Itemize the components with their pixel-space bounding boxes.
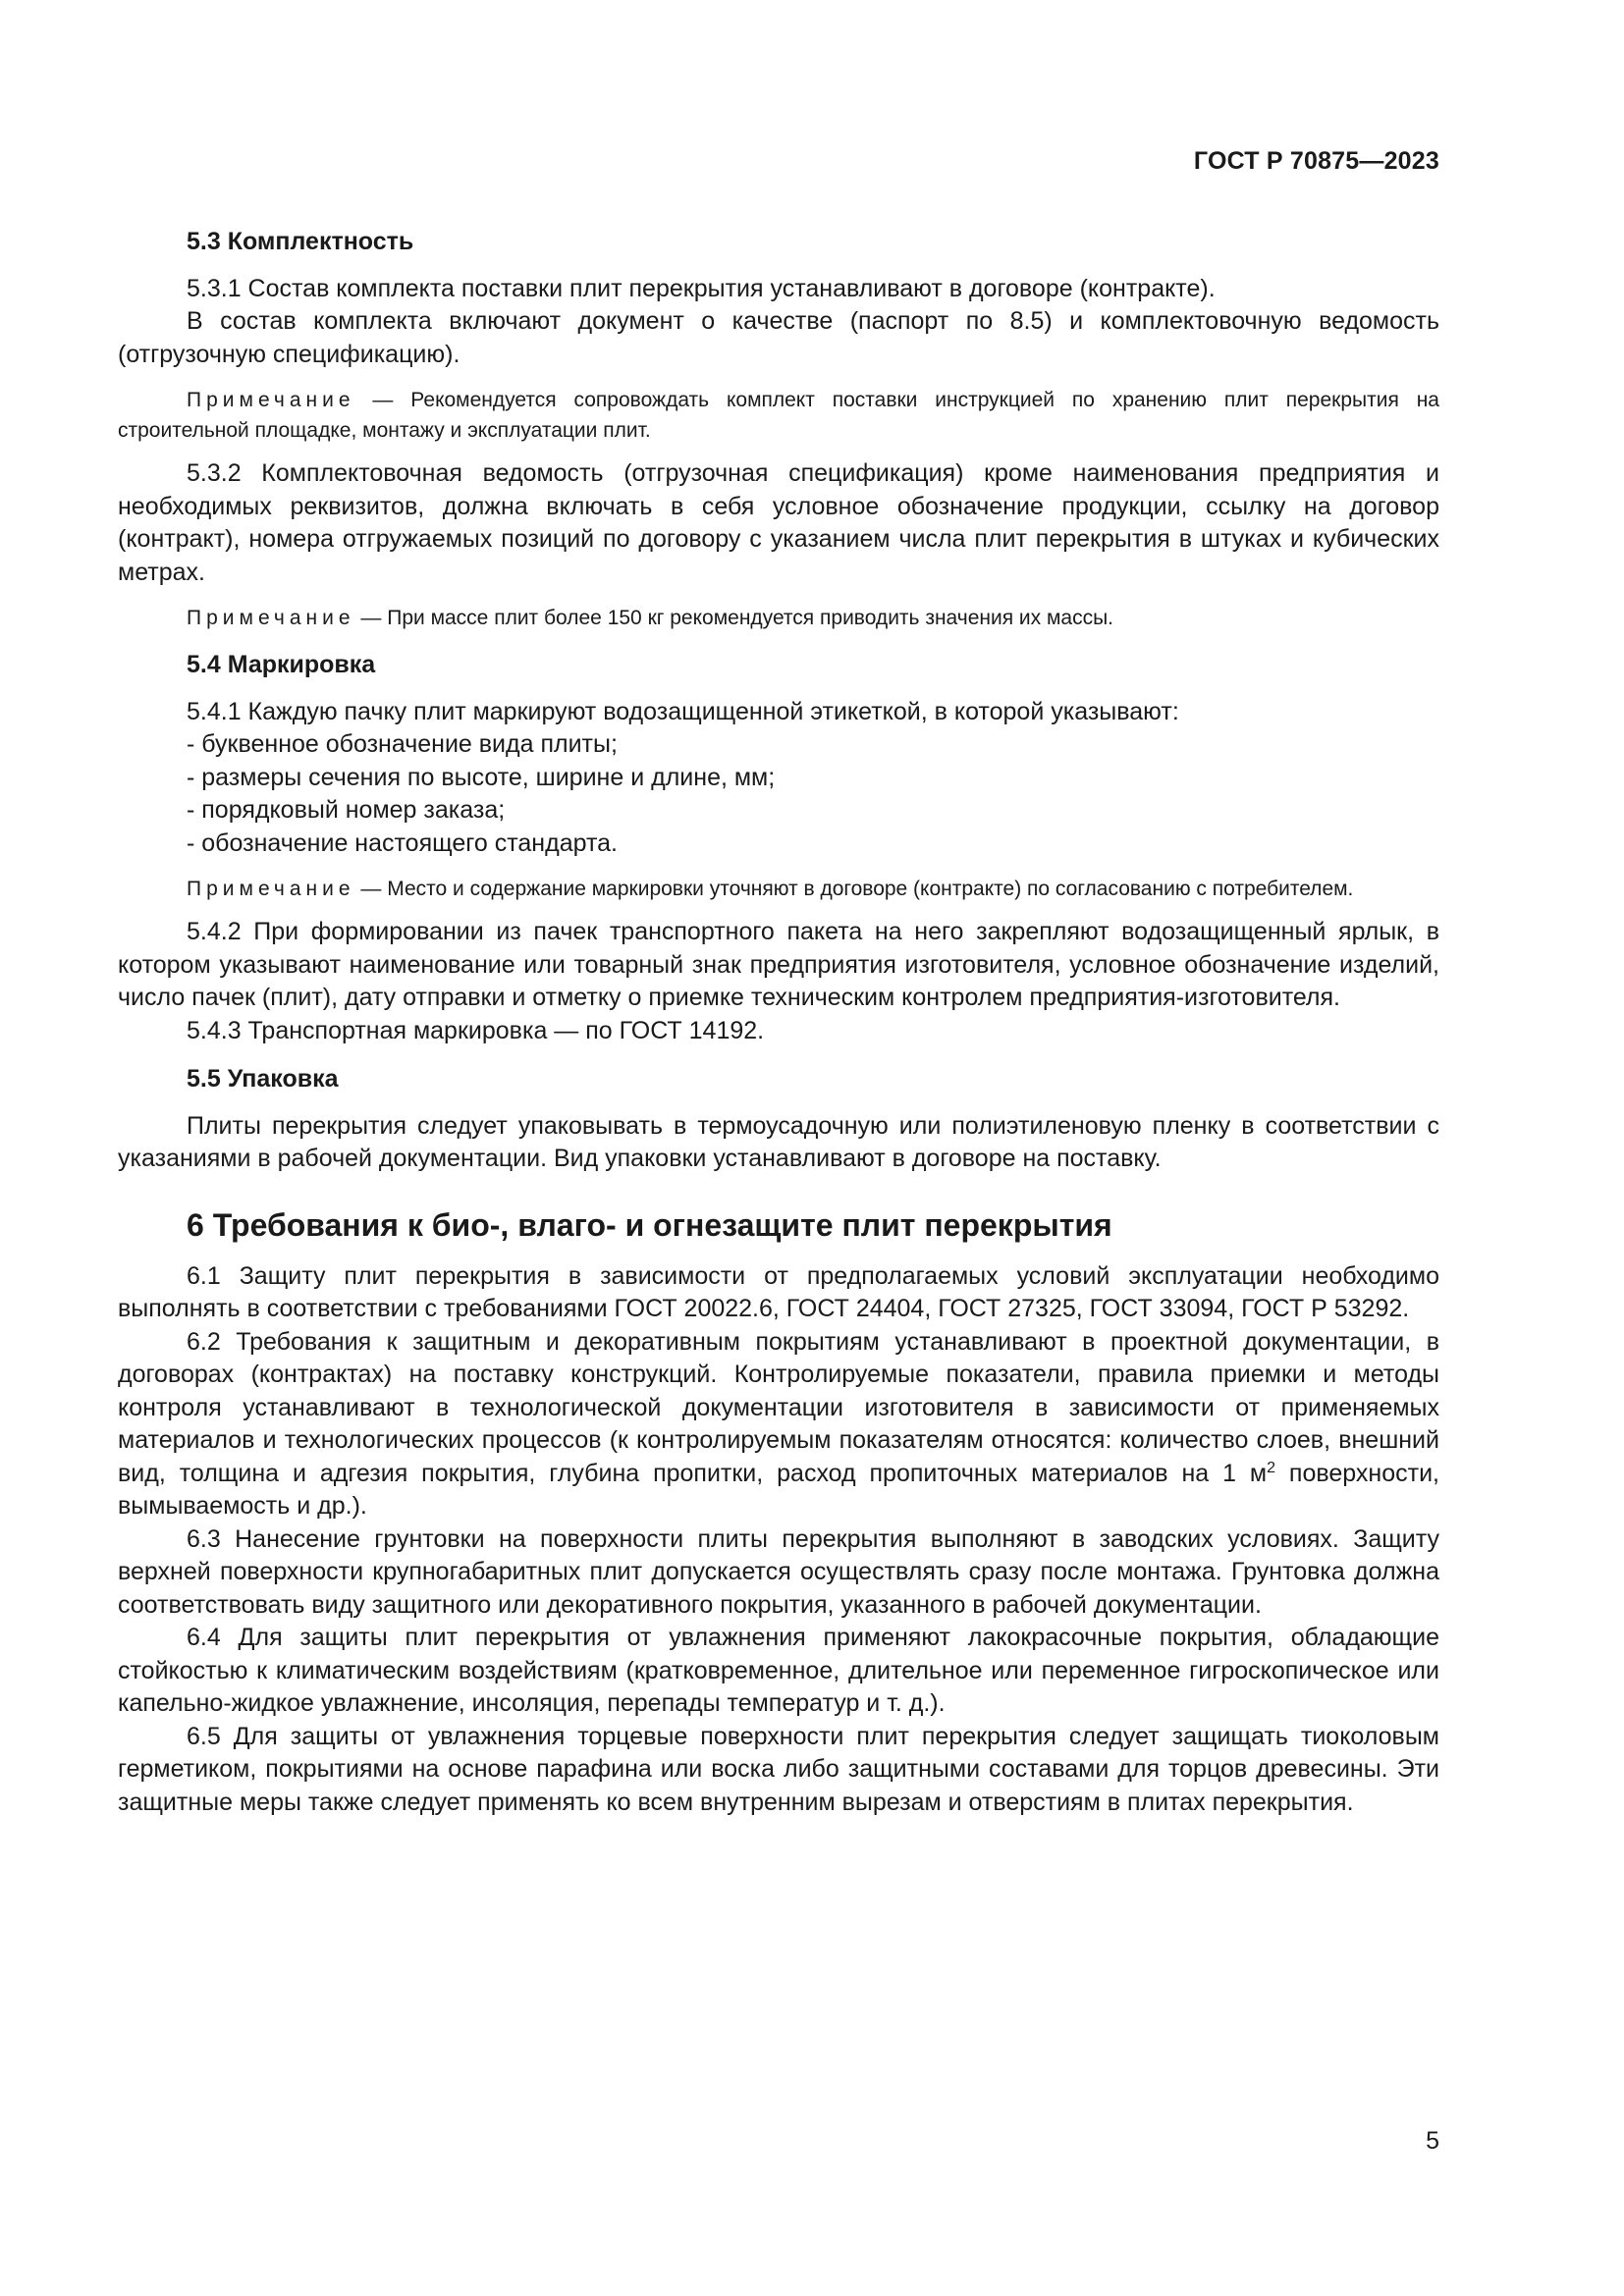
superscript: 2 (1267, 1459, 1276, 1476)
document-body (118, 226, 1439, 1819)
list-item: - размеры сечения по высоте, ширине и длине, мм; (187, 763, 776, 791)
note-text: — Рекомендуется сопровождать комплект поставки инструкцией по хранению плит перекрытия на строительной площадке, монтажу и эксплуатации плит. (118, 389, 1439, 442)
paragraph-5-3-1-cont: В состав комплекта включают документ о качестве (паспорт по 8.5) и комплектовочную ведомость (отгрузочную спецификацию). (118, 307, 1439, 368)
note-5-3-2 (118, 603, 1439, 633)
list-item: - буквенное обозначение вида плиты; (187, 730, 618, 758)
paragraph-5-4-1: 5.4.1 Каждую пачку плит маркируют водозащищенной этикеткой, в которой указывают: (187, 697, 1179, 725)
paragraph-5-3-2: 5.3.2 Комплектовочная ведомость (отгрузочная спецификация) кроме наименования предприятия и необходимых реквизитов, должна включать в себя условное обозначение продукции, ссылку на договор (контракт), номера отгружаемых позиций по договору с указанием числа плит перекрытия в штуках и кубических метрах. (118, 459, 1439, 586)
paragraph-6-4: 6.4 Для защиты плит перекрытия от увлажнения применяют лакокрасочные покрытия, обладающие стойкостью к климатическим воздействиям (кратковременное, длительное или переменное гигроскопическое или капельно-жидкое увлажнение, инсоляция, перепады температур и т. д.). (118, 1624, 1439, 1717)
section-6-title: 6 Требования к био-, влаго- и огнезащите плит перекрытия (187, 1206, 1112, 1243)
note-text: — Место и содержание маркировки уточняют в договоре (контракте) по согласованию с потребителем. (354, 878, 1354, 900)
note-5-4-1 (118, 874, 1439, 904)
section-5-4-title: 5.4 Маркировка (187, 651, 376, 678)
paragraph-5-4-2: 5.4.2 При формировании из пачек транспортного пакета на него закрепляют водозащищенный ярлык, в котором указывают наименование или товарный знак предприятия изготовителя, условное обозначение изделий, число пачек (плит), дату отправки и отметку о приемке техническим контролем предприятия-изготовителя. (118, 918, 1439, 1011)
paragraph-6-2: 6.2 Требования к защитным и декоративным покрытиям устанавливают в проектной документации, в договорах (контрактах) на поставку конструкций. Контролируемые показатели, правила приемки и методы контроля устанавливают в технологической документации изготовителя в зависимости от применяемых материалов и технологических процессов (к контролируемым показателям относятся: количество слоев, внешний вид, толщина и адгезия покрытия, глубина пропитки, расход пропиточных материалов на 1 $м^2$ поверхности, вымываемость и др.). (118, 1327, 1439, 1520)
page-number: 5 (1426, 2127, 1439, 2155)
paragraph-5-4-3: 5.4.3 Транспортная маркировка — по ГОСТ 14192. (187, 1016, 765, 1044)
section-5-3-title: 5.3 Комплектность (187, 228, 414, 255)
note-label: Примечание (187, 389, 355, 411)
note-label: Примечание (187, 607, 355, 629)
paragraph-5-5: Плиты перекрытия следует упаковывать в термоусадочную или полиэтиленовую пленку в соответствии с указаниями в рабочей документации. Вид упаковки устанавливают в договоре на поставку. (118, 1111, 1439, 1172)
list-item: - обозначение настоящего стандарта. (187, 828, 618, 857)
section-5-5-title: 5.5 Упаковка (187, 1065, 339, 1093)
note-label: Примечание (187, 878, 355, 900)
paragraph-5-3-1: 5.3.1 Состав комплекта поставки плит перекрытия устанавливают в договоре (контракте). (187, 274, 1216, 302)
document-code-header: ГОСТ Р 70875—2023 (1193, 147, 1439, 175)
paragraph-6-5: 6.5 Для защиты от увлажнения торцевые поверхности плит перекрытия следует защищать тиоколовым герметиком, покрытиями на основе парафина или воска либо защитными составами для торцов древесины. Эти защитные меры также следует применять ко всем внутренним вырезам и отверстиям в плитах перекрытия. (118, 1722, 1439, 1816)
note-5-3-1 (118, 385, 1439, 446)
paragraph-6-3: 6.3 Нанесение грунтовки на поверхности плиты перекрытия выполняют в заводских условиях. Защиту верхней поверхности крупногабаритных плит допускается осуществлять сразу после монтажа. Грунтовка должна соответствовать виду защитного или декоративного покрытия, указанного в рабочей документации. (118, 1524, 1439, 1619)
list-item: - порядковый номер заказа; (187, 796, 506, 824)
paragraph-6-1: 6.1 Защиту плит перекрытия в зависимости от предполагаемых условий эксплуатации необходимо выполнять в соответствии с требованиями ГОСТ 20022.6, ГОСТ 24404, ГОСТ 27325, ГОСТ 33094, ГОСТ Р 53292. (118, 1261, 1439, 1322)
note-text: — При массе плит более 150 кг рекомендуется приводить значения их массы. (354, 607, 1114, 629)
